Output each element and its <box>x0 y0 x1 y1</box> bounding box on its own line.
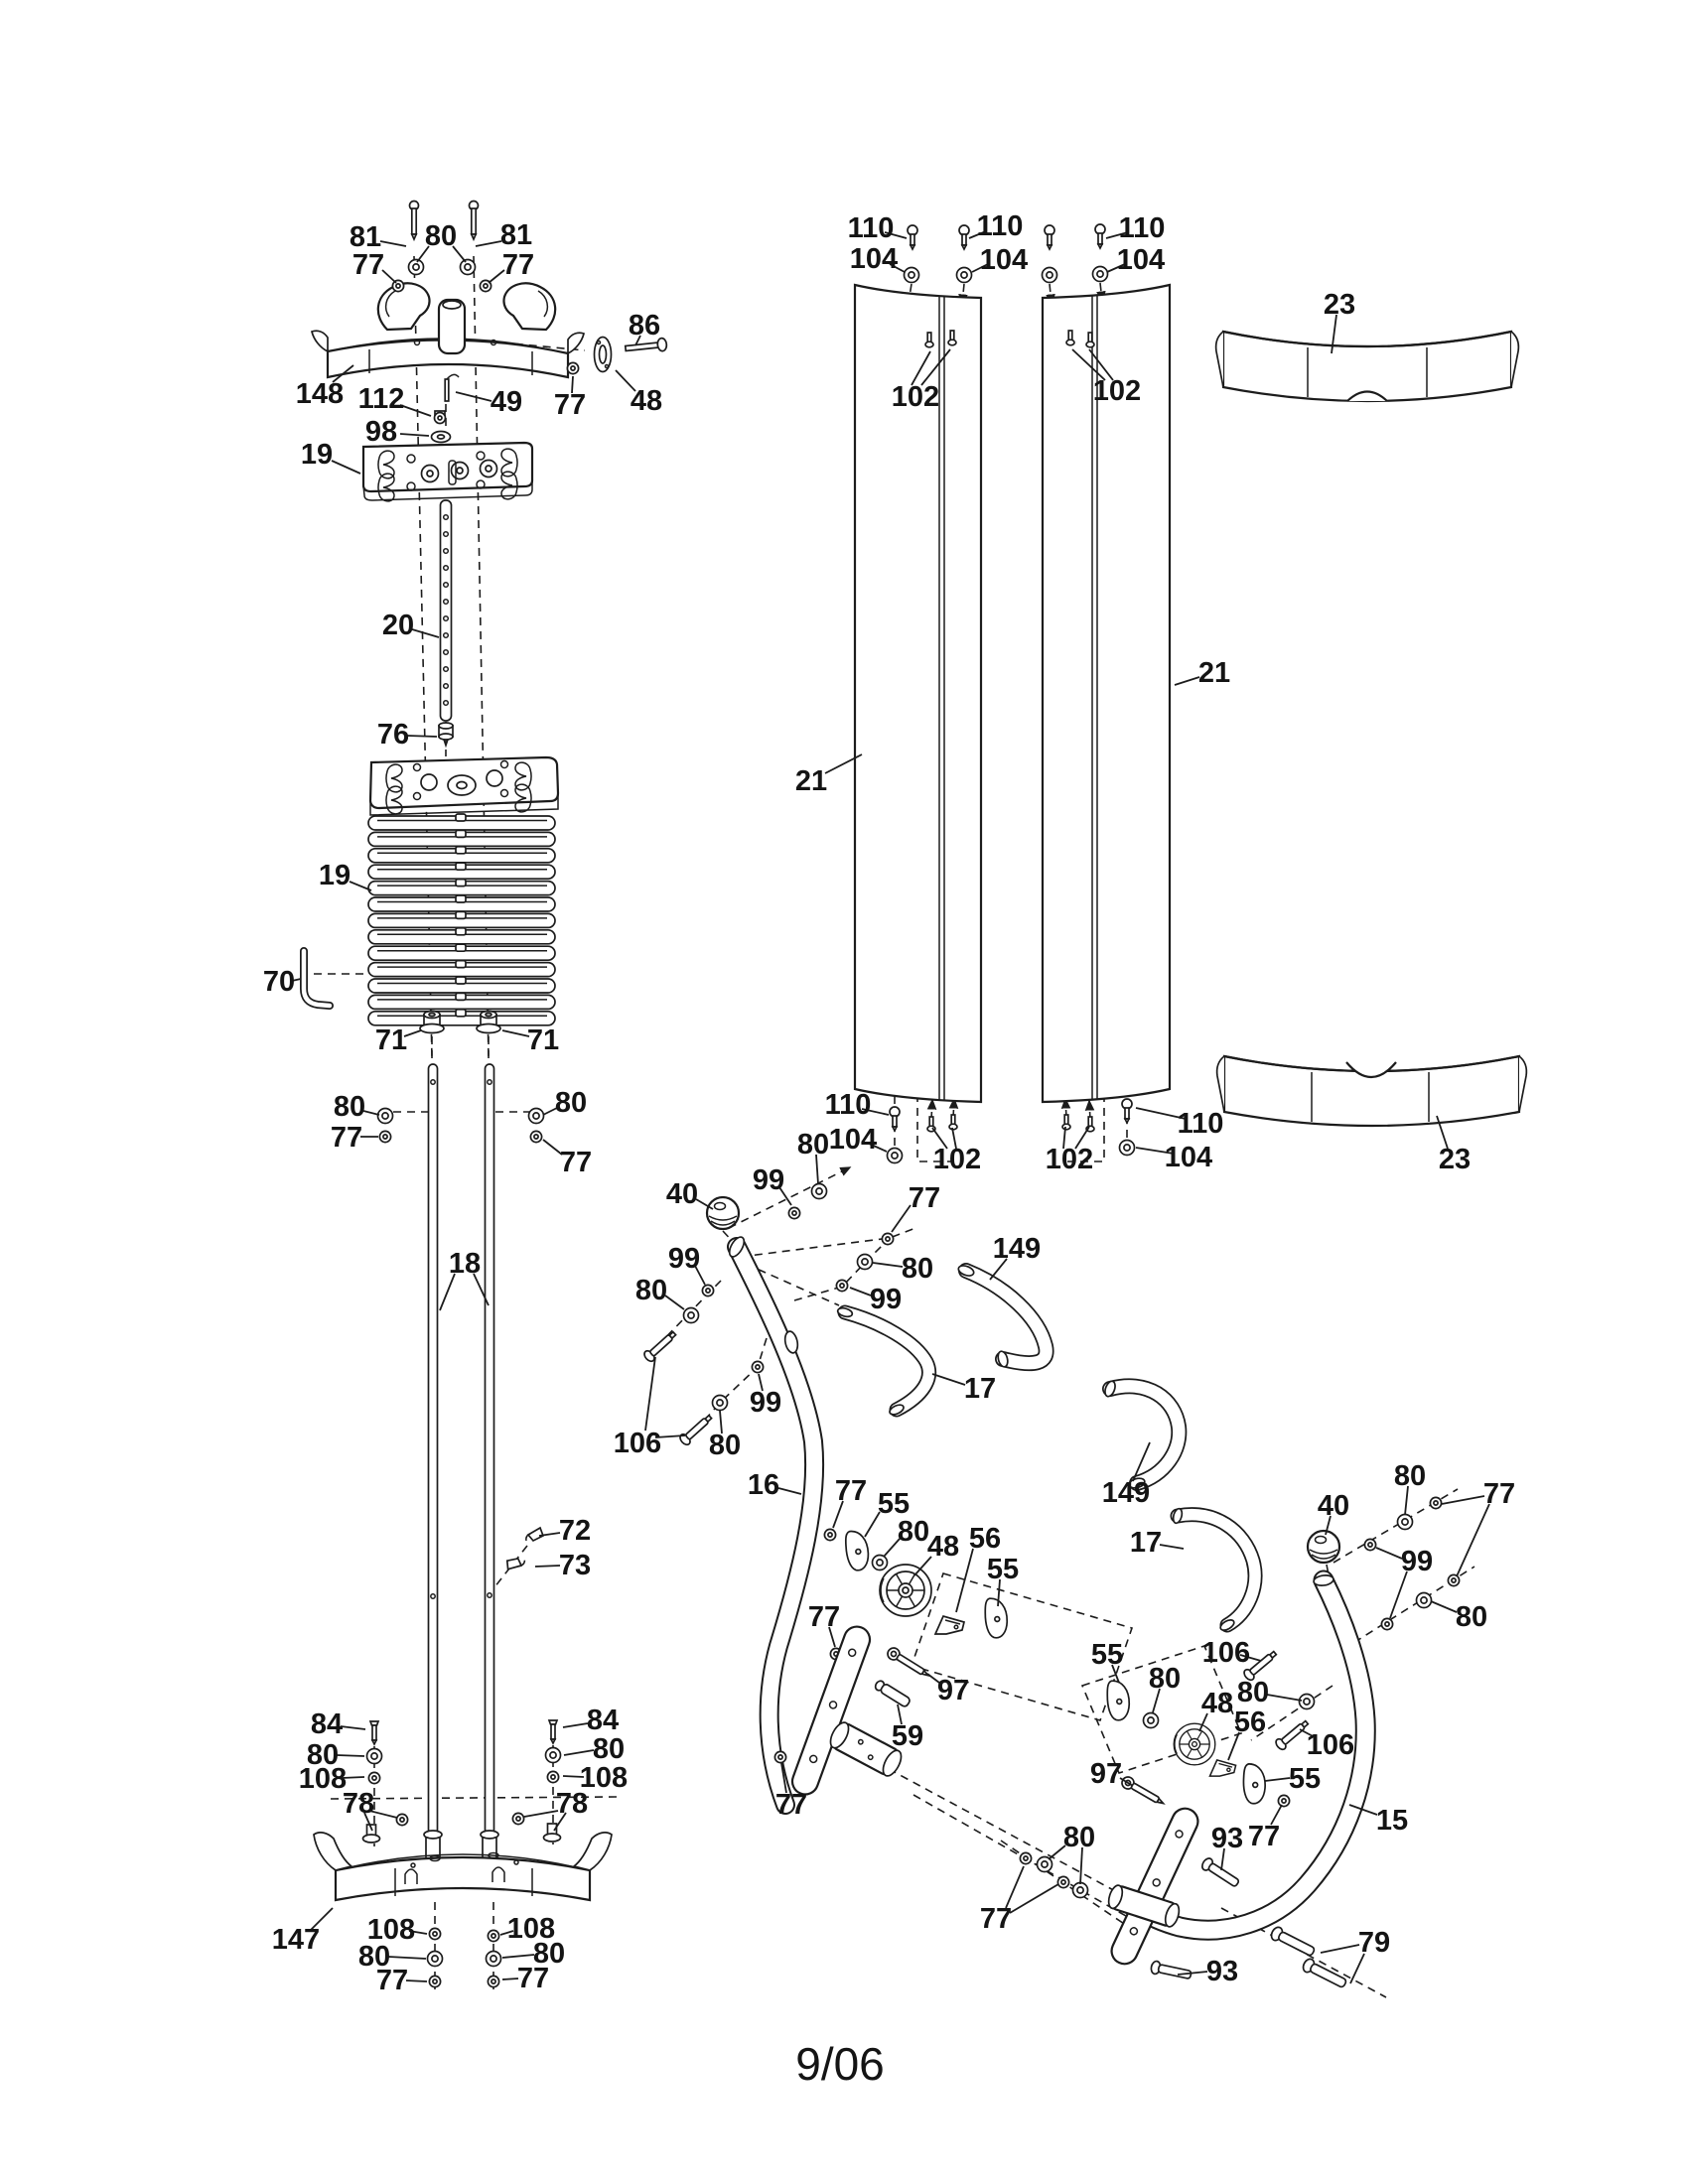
part-label-104: 104 <box>979 244 1029 276</box>
screw-110-icon <box>1095 224 1105 248</box>
leader-line-73 <box>535 1566 560 1567</box>
part-label-93: 93 <box>1205 1956 1239 1987</box>
leader-line-71 <box>502 1030 529 1036</box>
washer-80-icon <box>1417 1593 1432 1608</box>
part-label-106: 106 <box>1306 1729 1355 1761</box>
handle-17 <box>1172 1508 1255 1632</box>
leader-line-20 <box>412 629 439 637</box>
leader-line-77 <box>406 1980 427 1981</box>
part-label-77: 77 <box>1247 1821 1281 1852</box>
washer-80-icon <box>684 1308 699 1323</box>
part-label-80: 80 <box>708 1430 742 1461</box>
part-label-108: 108 <box>506 1913 556 1945</box>
part-label-77: 77 <box>774 1789 808 1821</box>
part-label-80: 80 <box>306 1739 340 1771</box>
part-label-81: 81 <box>349 221 382 253</box>
clip-72-icon <box>526 1528 543 1541</box>
part-label-104: 104 <box>1164 1142 1213 1173</box>
part-label-93: 93 <box>1210 1823 1244 1854</box>
leader-line-112 <box>400 405 431 416</box>
screw-110-icon <box>908 225 917 249</box>
guide-rods <box>424 1064 498 1860</box>
part-label-104: 104 <box>1116 244 1166 276</box>
washer-104-icon <box>905 268 919 283</box>
part-label-108: 108 <box>366 1914 416 1946</box>
part-label-72: 72 <box>558 1515 592 1547</box>
part-label-18: 18 <box>448 1248 482 1280</box>
leader-line-80 <box>1267 1695 1302 1701</box>
nut-77-icon <box>1020 1852 1031 1863</box>
part-label-20: 20 <box>381 610 415 641</box>
part-label-102: 102 <box>932 1144 982 1175</box>
leader-line-99 <box>1376 1548 1402 1559</box>
bolt-93-icon <box>1150 1961 1192 1981</box>
part-label-110: 110 <box>824 1089 872 1121</box>
pulley-48-icon <box>880 1565 931 1616</box>
pad-55-icon <box>980 1595 1012 1640</box>
part-label-106: 106 <box>1201 1637 1251 1669</box>
clip-56-icon <box>935 1616 964 1634</box>
pin-49-icon <box>445 374 459 401</box>
part-label-71: 71 <box>374 1024 408 1056</box>
washer-80-icon <box>409 260 424 275</box>
pin-84-icon <box>549 1720 557 1743</box>
leader-line-80 <box>337 1755 364 1756</box>
part-label-17: 17 <box>1129 1527 1163 1559</box>
part-label-55: 55 <box>877 1488 911 1520</box>
part-label-23: 23 <box>1438 1144 1472 1175</box>
part-label-84: 84 <box>310 1708 344 1740</box>
part-label-80: 80 <box>1393 1460 1427 1492</box>
nut-99-icon <box>1364 1539 1375 1550</box>
leader-line-99 <box>850 1288 871 1296</box>
part-label-104: 104 <box>849 243 899 275</box>
screw-102-icon <box>1062 1115 1070 1130</box>
part-label-110: 110 <box>847 212 895 244</box>
screw-102-icon <box>949 1115 957 1130</box>
washer-80-icon <box>812 1184 827 1199</box>
part-label-73: 73 <box>558 1550 592 1581</box>
washer-80-icon <box>713 1396 728 1411</box>
clip-112-icon <box>435 411 446 424</box>
leader-line-81 <box>380 241 406 246</box>
screw-110-icon <box>1122 1099 1132 1123</box>
leader-line-84 <box>341 1726 365 1729</box>
leader-line-77 <box>1006 1866 1024 1908</box>
part-label-76: 76 <box>376 719 410 751</box>
leader-line-80 <box>665 1296 684 1309</box>
leader-line-80 <box>873 1263 903 1267</box>
nut-77-icon <box>567 362 578 373</box>
part-label-99: 99 <box>1400 1546 1434 1577</box>
washer-104-icon <box>957 268 972 283</box>
part-label-70: 70 <box>262 966 296 998</box>
part-label-102: 102 <box>891 381 940 413</box>
part-label-98: 98 <box>364 416 398 448</box>
nut-77-icon <box>1057 1876 1068 1887</box>
washer-80-icon <box>1300 1695 1315 1709</box>
leader-line-49 <box>456 392 491 401</box>
washer-80-icon <box>1144 1713 1159 1728</box>
part-label-80: 80 <box>796 1129 830 1160</box>
washer-98-icon <box>432 432 451 443</box>
leader-line-84 <box>563 1723 588 1727</box>
ball-knob-40-icon <box>707 1197 739 1229</box>
part-label-112: 112 <box>357 383 405 415</box>
leader-line-80 <box>363 1111 379 1115</box>
part-label-40: 40 <box>665 1178 699 1210</box>
part-label-48: 48 <box>630 385 663 417</box>
nut-99-icon <box>752 1361 763 1372</box>
washer-104-icon <box>888 1149 903 1163</box>
part-label-110: 110 <box>1118 212 1166 244</box>
weight-stack <box>304 757 558 1033</box>
part-label-40: 40 <box>1317 1490 1350 1522</box>
pin-84-icon <box>370 1721 378 1744</box>
leader-line-19 <box>332 461 360 474</box>
part-label-80: 80 <box>333 1091 366 1123</box>
part-label-79: 79 <box>1357 1927 1391 1959</box>
nut-77-icon <box>774 1751 785 1762</box>
washer-104-icon <box>1043 268 1057 283</box>
part-label-84: 84 <box>586 1705 620 1736</box>
nut-77-icon <box>1430 1497 1441 1508</box>
part-label-71: 71 <box>526 1024 560 1056</box>
part-label-78: 78 <box>555 1788 589 1820</box>
part-label-77: 77 <box>1482 1478 1516 1510</box>
part-label-16: 16 <box>747 1469 780 1501</box>
part-label-19: 19 <box>318 860 351 891</box>
rod-bottom-fasteners <box>363 1720 561 1843</box>
part-label-48: 48 <box>926 1531 960 1563</box>
pin-70-icon <box>304 951 330 1006</box>
part-label-80: 80 <box>1455 1601 1488 1633</box>
part-label-80: 80 <box>357 1941 391 1973</box>
bolt-59-icon <box>874 1680 912 1708</box>
part-label-19: 19 <box>300 439 334 471</box>
part-label-97: 97 <box>936 1675 970 1706</box>
washer-104-icon <box>1120 1141 1135 1156</box>
part-label-77: 77 <box>351 249 385 281</box>
part-label-77: 77 <box>553 389 587 421</box>
nut-99-icon <box>1381 1618 1392 1629</box>
leader-line-98 <box>400 434 429 436</box>
handle-149 <box>1103 1380 1179 1489</box>
part-label-77: 77 <box>834 1475 868 1507</box>
screw-110-icon <box>959 225 969 249</box>
leader-line-80 <box>564 1750 594 1755</box>
part-label-80: 80 <box>634 1275 668 1306</box>
leader-line-77 <box>1442 1496 1484 1504</box>
part-label-80: 80 <box>1148 1663 1182 1695</box>
leader-line-80 <box>1431 1601 1457 1612</box>
part-label-55: 55 <box>1288 1763 1322 1795</box>
nut-77-icon <box>1278 1795 1289 1806</box>
part-label-106: 106 <box>613 1428 662 1459</box>
nut-77-icon <box>882 1233 893 1244</box>
part-label-77: 77 <box>979 1903 1013 1935</box>
leader-line-16 <box>778 1488 801 1494</box>
part-label-99: 99 <box>869 1284 903 1315</box>
rod-top-fasteners <box>378 1109 544 1573</box>
top-plate-19 <box>363 443 532 501</box>
part-label-149: 149 <box>1101 1477 1151 1509</box>
leader-line-55 <box>1265 1778 1290 1781</box>
washer-80-icon <box>461 260 476 275</box>
part-label-104: 104 <box>828 1124 878 1156</box>
bolt-79-icon <box>1269 1925 1316 1958</box>
part-label-78: 78 <box>342 1788 375 1820</box>
part-label-110: 110 <box>976 210 1024 242</box>
weight-plates <box>368 814 555 1025</box>
revision-caption: 9/06 <box>795 2038 885 2090</box>
part-label-55: 55 <box>1090 1639 1124 1671</box>
part-label-80: 80 <box>592 1733 626 1765</box>
nut-99-icon <box>836 1280 847 1291</box>
part-label-80: 80 <box>532 1938 566 1970</box>
pad-55-icon <box>1102 1678 1134 1722</box>
part-label-86: 86 <box>628 310 661 341</box>
part-label-149: 149 <box>992 1233 1042 1265</box>
pad-55-icon <box>1239 1761 1269 1805</box>
part-label-108: 108 <box>579 1762 629 1794</box>
nut-99-icon <box>702 1285 713 1296</box>
center-post <box>439 300 465 353</box>
leader-line-81 <box>476 241 501 246</box>
collar-78-icon <box>544 1824 561 1842</box>
leader-line-79 <box>1321 1945 1359 1953</box>
part-label-77: 77 <box>501 249 535 281</box>
screw-110-icon <box>1045 225 1054 249</box>
bottom-cap-23 <box>1217 1056 1527 1126</box>
bolt-81-icon <box>470 202 479 240</box>
bumper-71-icon <box>477 1012 500 1033</box>
pulley-48-icon <box>1174 1723 1215 1765</box>
bolt-106-icon <box>642 1329 678 1363</box>
part-label-48: 48 <box>1200 1688 1234 1719</box>
washer-80-icon <box>1073 1883 1088 1898</box>
part-label-17: 17 <box>963 1373 997 1405</box>
leader-line-77 <box>1457 1504 1489 1576</box>
part-label-81: 81 <box>499 219 533 251</box>
bolt-106-icon <box>1274 1718 1311 1752</box>
part-label-80: 80 <box>1062 1822 1096 1853</box>
selector-rod-20 <box>439 500 453 746</box>
part-label-102: 102 <box>1045 1144 1094 1175</box>
part-label-148: 148 <box>295 378 345 410</box>
part-label-110: 110 <box>1177 1108 1224 1140</box>
part-label-99: 99 <box>667 1243 701 1275</box>
clip-56-icon <box>1210 1760 1236 1776</box>
part-label-97: 97 <box>1089 1758 1123 1790</box>
bolt-97-icon <box>1120 1775 1167 1809</box>
leader-line-21 <box>1175 677 1199 685</box>
part-label-108: 108 <box>298 1763 348 1795</box>
part-label-77: 77 <box>516 1963 550 1994</box>
part-label-147: 147 <box>271 1924 321 1956</box>
part-label-80: 80 <box>424 220 458 252</box>
leader-line-77 <box>1010 1884 1058 1913</box>
washer-80-icon <box>1398 1515 1413 1530</box>
right-shroud-21 <box>1043 285 1170 1102</box>
ball-knob-40-icon <box>1308 1531 1339 1563</box>
base-bottom-fasteners <box>428 1928 501 1986</box>
part-label-99: 99 <box>749 1387 782 1419</box>
part-label-77: 77 <box>807 1601 841 1633</box>
pad-55-icon <box>840 1528 874 1572</box>
base-147 <box>314 1833 612 1900</box>
handle-17 <box>837 1306 929 1417</box>
washer-80-icon <box>873 1556 888 1570</box>
pulley-48-top <box>595 338 612 372</box>
part-label-77: 77 <box>908 1182 941 1214</box>
nut-77-icon <box>824 1529 835 1540</box>
pivot-plate <box>788 1623 873 1798</box>
washer-104-icon <box>1093 267 1108 282</box>
part-label-80: 80 <box>554 1087 588 1119</box>
bolt-79-icon <box>1301 1957 1347 1989</box>
part-label-21: 21 <box>794 765 828 797</box>
top-cap-23 <box>1216 332 1519 401</box>
part-label-80: 80 <box>897 1516 930 1548</box>
part-label-80: 80 <box>901 1253 934 1285</box>
bolt-97-icon <box>886 1646 931 1681</box>
part-label-56: 56 <box>968 1523 1002 1555</box>
washer-80-icon <box>858 1255 873 1270</box>
handle-149 <box>957 1264 1047 1368</box>
part-label-15: 15 <box>1375 1805 1409 1837</box>
bolt-93-icon <box>1200 1856 1241 1889</box>
nut-99-icon <box>788 1207 799 1218</box>
part-label-99: 99 <box>752 1164 785 1196</box>
leader-line-106 <box>645 1357 655 1431</box>
part-label-102: 102 <box>1092 375 1142 407</box>
leader-line-80 <box>388 1957 426 1959</box>
leader-line-76 <box>407 736 437 737</box>
part-label-55: 55 <box>986 1554 1020 1585</box>
part-label-21: 21 <box>1197 657 1231 689</box>
part-label-56: 56 <box>1233 1706 1267 1738</box>
bolt-81-icon <box>410 202 419 240</box>
leader-line-80 <box>502 1955 534 1958</box>
leader-line-17 <box>932 1374 965 1385</box>
part-label-23: 23 <box>1323 289 1356 321</box>
part-label-80: 80 <box>1236 1677 1270 1708</box>
part-label-77: 77 <box>375 1965 409 1996</box>
part-label-59: 59 <box>891 1720 924 1752</box>
bumper-71-icon <box>420 1012 444 1033</box>
leader-line-17 <box>1160 1545 1184 1549</box>
part-label-77: 77 <box>559 1147 593 1178</box>
part-label-77: 77 <box>330 1122 363 1154</box>
part-label-49: 49 <box>490 386 523 418</box>
screw-110-icon <box>890 1107 900 1131</box>
